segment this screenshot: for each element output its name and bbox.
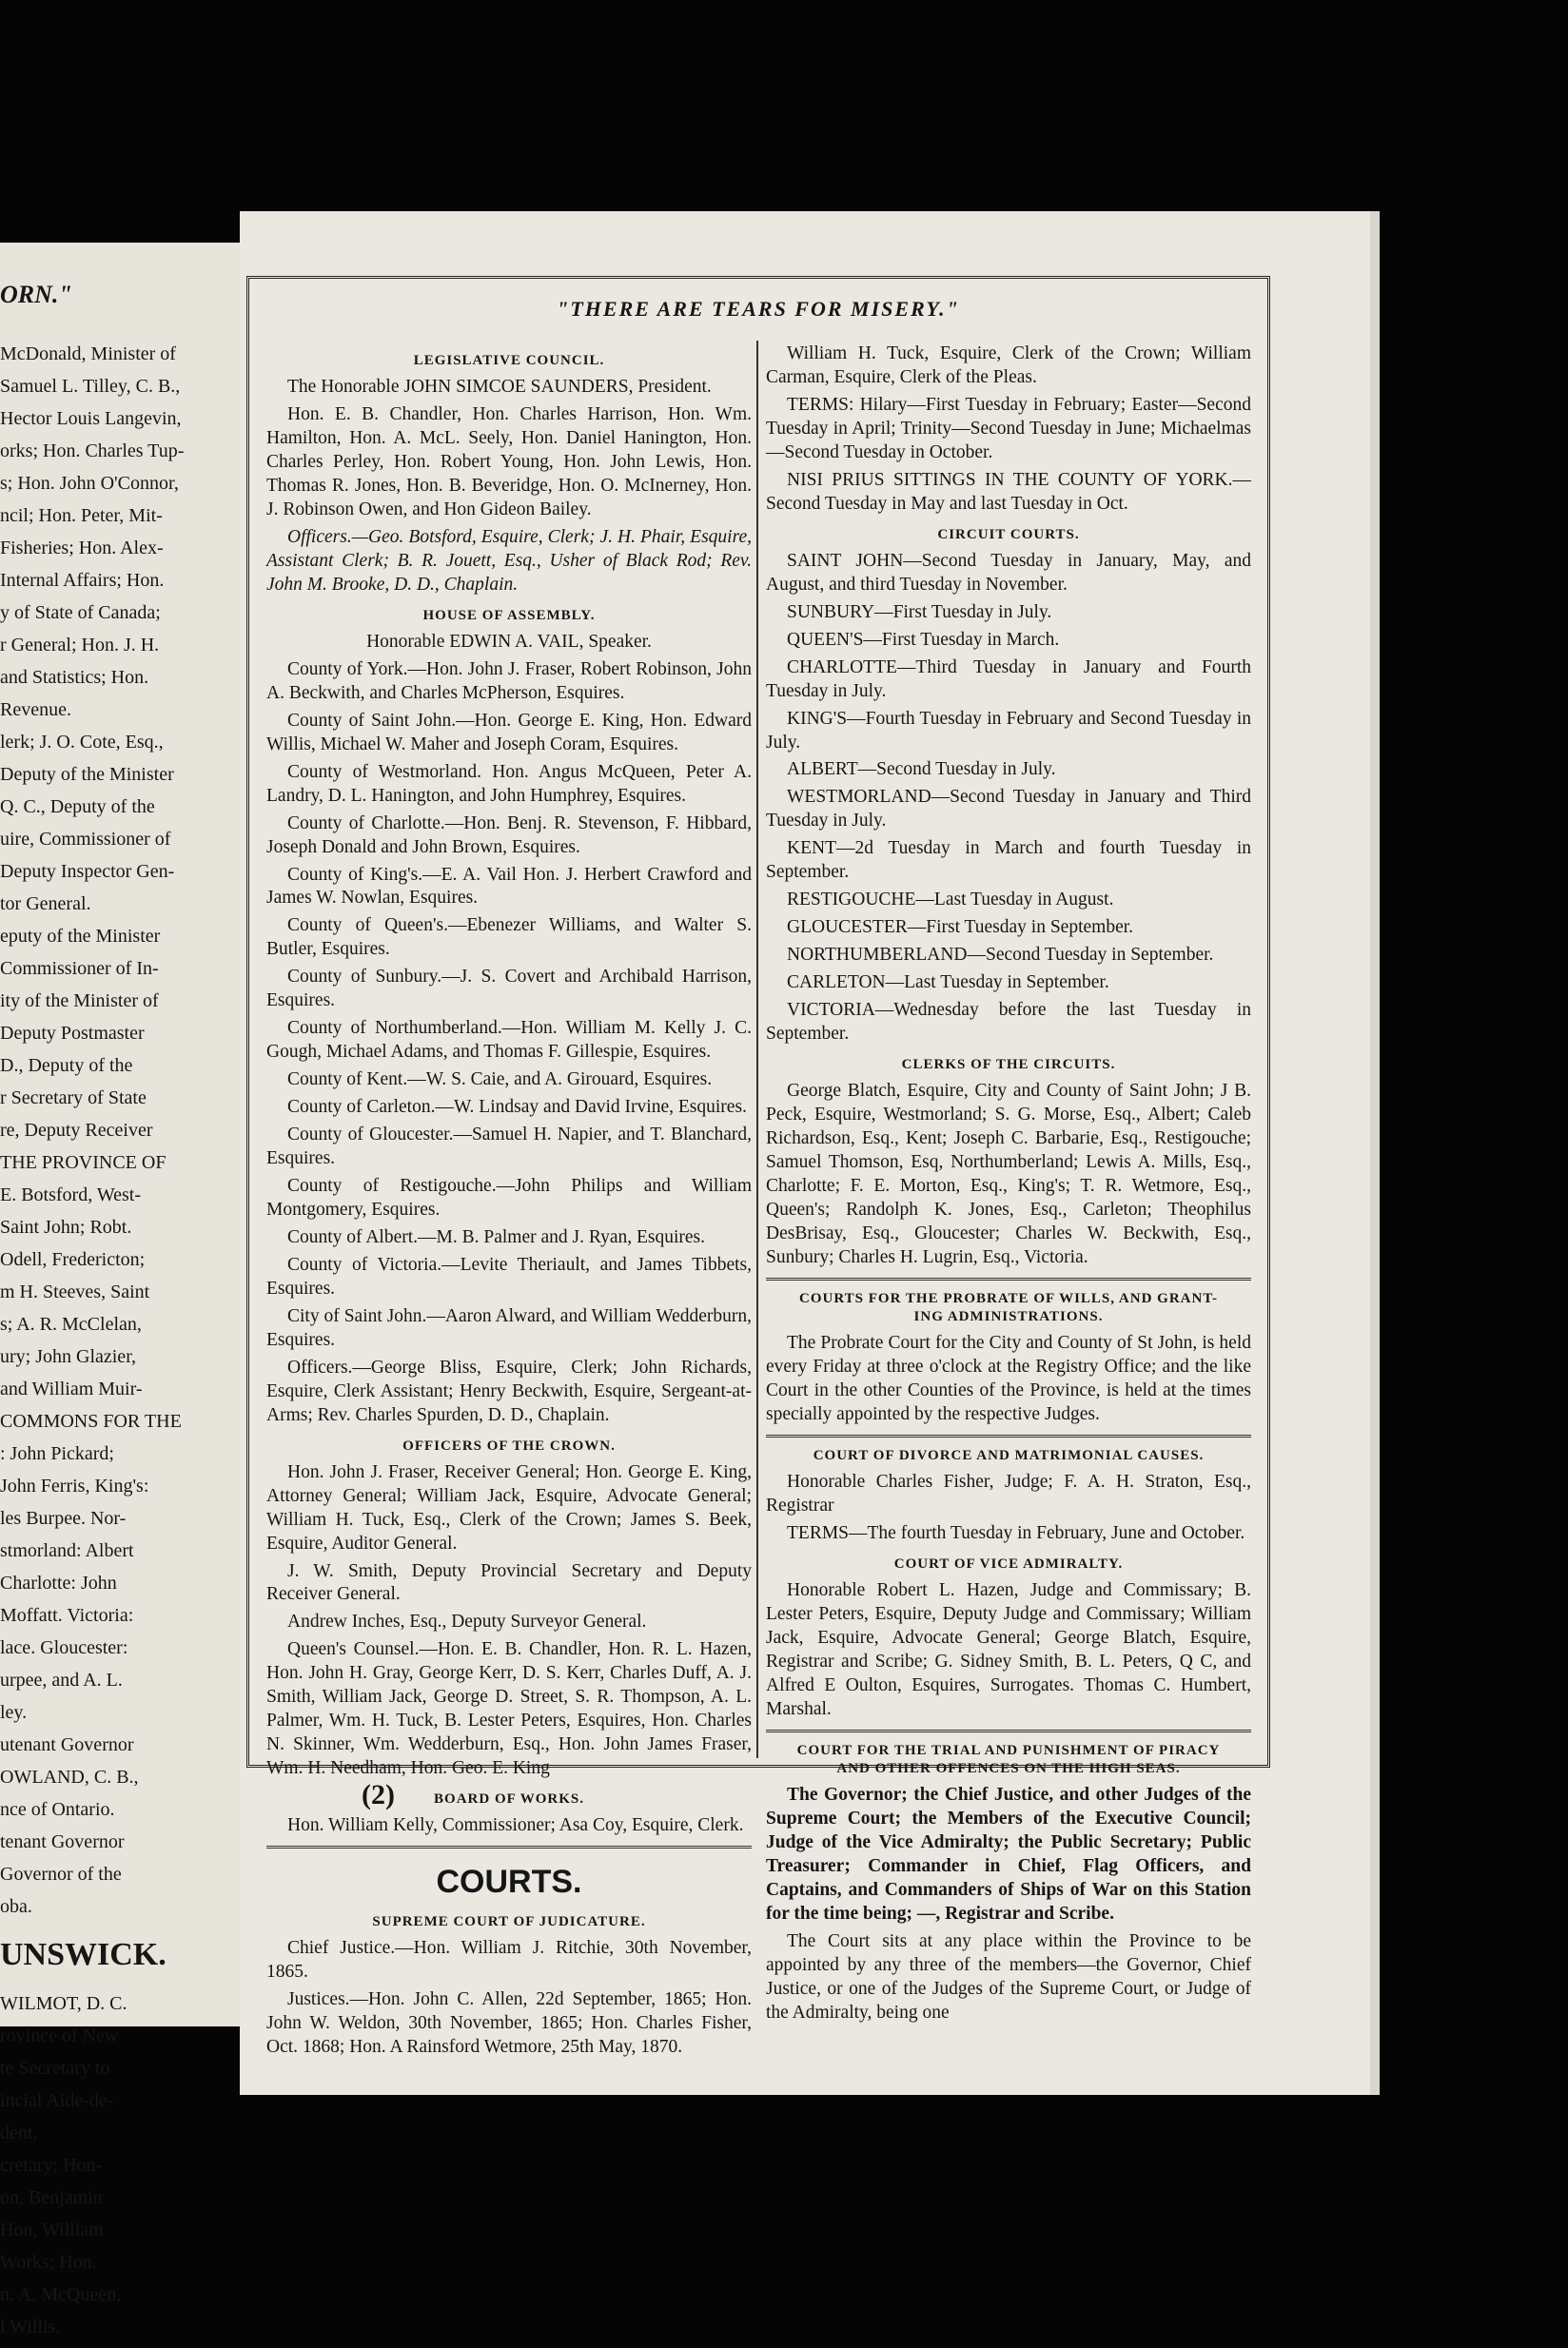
clerks-crown: William H. Tuck, Esquire, Clerk of the Crown; William Carman, Esquire, Clerk of the Pleas.: [766, 343, 1251, 387]
county-entry: County of Victoria.—Levite Theriault, and James Tibbets, Esquires.: [266, 1254, 752, 1299]
page-edge: [1370, 211, 1380, 2095]
divorce-heading: COURT OF DIVORCE AND MATRIMONIAL CAUSES.: [813, 1447, 1205, 1463]
facing-line: n. A. McQueen,: [0, 2284, 122, 2305]
facing-line: Samuel L. Tilley, C. B.,: [0, 376, 181, 397]
facing-line: s; A. R. McClelan,: [0, 1314, 142, 1335]
county-entry: County of Charlotte.—Hon. Benj. R. Stevenson, F. Hibbard, Joseph Donald and John Brown, Esquires.: [266, 812, 752, 857]
facing-line: oba.: [0, 1896, 32, 1917]
clerks-circuits-heading: CLERKS OF THE CIRCUITS.: [901, 1056, 1116, 1072]
vice-admiralty: Honorable Robert L. Hazen, Judge and Commissary; B. Lester Peters, Esquire, Deputy Judge and Commissary; William Jack, Esquire, Advocate General; George Blatch, Esquire, Registrar and Scribe; G. Sidney Smith, B. L. Peters, Q C, and Alfred E Oulton, Esquires, Surrogates. Thomas C. Humbert, Marshal.: [766, 1580, 1251, 1719]
facing-line: tor General.: [0, 893, 91, 914]
facing-line: utenant Governor: [0, 1734, 134, 1755]
county-entry: County of Northumberland.—Hon. William M. Kelly J. C. Gough, Michael Adams, and Thomas F. Gillespie, Esquires.: [266, 1018, 752, 1063]
facing-line: ity of the Minister of: [0, 990, 159, 1011]
supreme-court-heading: SUPREME COURT OF JUDICATURE.: [372, 1913, 646, 1929]
section-rule: [766, 1730, 1251, 1732]
county-entry: County of York.—Hon. John J. Fraser, Robert Robinson, John A. Beckwith, and Charles McPherson, Esquires.: [266, 658, 752, 703]
circuit-entry: WESTMORLAND—Second Tuesday in January and Third Tuesday in July.: [766, 787, 1251, 832]
courts-heading: COURTS.: [436, 1864, 582, 1901]
facing-line: Governor of the: [0, 1864, 122, 1885]
works: Hon. William Kelly, Commissioner; Asa Coy, Esquire, Clerk.: [287, 1815, 744, 1836]
facing-line: D., Deputy of the: [0, 1055, 133, 1076]
crown-heading: OFFICERS OF THE CROWN.: [402, 1438, 616, 1454]
facing-line: te Secretary to: [0, 2058, 110, 2079]
facing-line: stmorland: Albert: [0, 1540, 134, 1561]
facing-line: l Willis.: [0, 2317, 61, 2338]
facing-line: Deputy of the Minister: [0, 764, 174, 785]
works-heading: BOARD OF WORKS.: [434, 1791, 584, 1808]
vice-admiralty-heading: COURT OF VICE ADMIRALTY.: [893, 1556, 1124, 1573]
facing-line: cretary; Hon-: [0, 2155, 103, 2176]
facing-line: Internal Affairs; Hon.: [0, 570, 165, 591]
facing-page: [0, 243, 240, 2338]
county-entry: County of Sunbury.—J. S. Covert and Archibald Harrison, Esquires.: [266, 967, 752, 1011]
facing-line: COMMONS FOR THE: [0, 1411, 182, 1432]
facing-line: Revenue.: [0, 699, 71, 720]
county-list: [266, 658, 752, 1353]
circuit-entry: NORTHUMBERLAND—Second Tuesday in September.: [787, 945, 1214, 966]
county-entry: County of Kent.—W. S. Caie, and A. Girouard, Esquires.: [287, 1069, 713, 1090]
facing-line: E. Botsford, West-: [0, 1184, 142, 1205]
facing-page-text: [0, 342, 238, 2348]
probate-heading-2: ING ADMINISTRATIONS.: [913, 1308, 1104, 1324]
county-entry: County of Westmorland. Hon. Angus McQueen, Peter A. Landry, D. L. Hanington, and John Humphrey, Esquires.: [266, 761, 752, 806]
divorce-terms: TERMS—The fourth Tuesday in February, June and October.: [787, 1523, 1245, 1544]
facing-line: eputy of the Minister: [0, 926, 161, 947]
facing-line: tenant Governor: [0, 1831, 125, 1852]
county-entry: City of Saint John.—Aaron Alward, and William Wedderburn, Esquires.: [266, 1305, 752, 1350]
facing-line: Charlotte: John: [0, 1573, 117, 1594]
county-entry: County of Gloucester.—Samuel H. Napier, and T. Blanchard, Esquires.: [266, 1125, 752, 1169]
section-rule: [266, 1846, 752, 1849]
facing-line: les Burpee. Nor-: [0, 1508, 127, 1529]
county-entry: County of Restigouche.—John Philips and William Montgomery, Esquires.: [266, 1175, 752, 1220]
president: The Honorable JOHN SIMCOE SAUNDERS, President.: [287, 377, 712, 398]
circuit-entry: QUEEN'S—First Tuesday in March.: [787, 629, 1060, 650]
county-entry: County of King's.—E. A. Vail Hon. J. Herbert Crawford and James W. Nowlan, Esquires.: [266, 864, 752, 909]
column-divider: [756, 341, 758, 1758]
crown-officers-1: Hon. John J. Fraser, Receiver General; Hon. George E. King, Attorney General; William Jack, Esquire, Advocate General; William H. Tuck, Esq., Clerk of the Crown; James S. Beek, Esquire, Auditor General.: [266, 1461, 752, 1554]
section-rule: [766, 1435, 1251, 1438]
right-column: [766, 342, 1251, 2029]
facing-line: Odell, Fredericton;: [0, 1249, 146, 1270]
facing-line: Fisheries; Hon. Alex-: [0, 538, 164, 558]
facing-line: uire, Commissioner of: [0, 829, 171, 850]
probate-heading-1: COURTS FOR THE PROBRATE OF WILLS, AND GRANT-: [799, 1290, 1218, 1306]
facing-heading: UNSWICK.: [0, 1937, 167, 1972]
crown-officers-3: Andrew Inches, Esq., Deputy Surveyor General.: [287, 1612, 647, 1633]
facing-line: on, Benjamin: [0, 2187, 103, 2208]
facing-line: THE PROVINCE OF: [0, 1152, 167, 1173]
facing-line: ury; John Glazier,: [0, 1346, 137, 1367]
facing-line: Deputy Postmaster: [0, 1023, 145, 1044]
piracy-heading-1: COURT FOR THE TRIAL AND PUNISHMENT OF PIRACY: [796, 1742, 1221, 1758]
circuit-entry: GLOUCESTER—First Tuesday in September.: [787, 917, 1134, 938]
circuit-entry: KENT—2d Tuesday in March and fourth Tuesday in September.: [766, 838, 1251, 883]
circuit-entry: CHARLOTTE—Third Tuesday in January and Fourth Tuesday in July.: [766, 656, 1251, 701]
probate: The Probrate Court for the City and County of St John, is held every Friday at three o'clock at the Registry Office; and the like Court in the other Counties of the Province, is held at the times specially appointed by the respective Judges.: [766, 1333, 1251, 1425]
facing-line: r Secretary of State: [0, 1087, 147, 1108]
facing-line: ley.: [0, 1702, 28, 1723]
circuit-entry: ALBERT—Second Tuesday in July.: [787, 759, 1056, 780]
facing-line: re, Deputy Receiver: [0, 1120, 153, 1141]
facing-line: rovince of New: [0, 2025, 119, 2046]
piracy-heading-2: AND OTHER OFFENCES ON THE HIGH SEAS.: [836, 1761, 1181, 1777]
facing-line: dent,: [0, 2123, 38, 2143]
facing-line: urpee, and A. L.: [0, 1670, 123, 1691]
circuit-list: [766, 550, 1251, 1047]
page-number: (2): [362, 1779, 395, 1810]
assembly-heading: HOUSE OF ASSEMBLY.: [422, 607, 596, 623]
facing-line: ncil; Hon. Peter, Mit-: [0, 505, 163, 526]
left-column: [266, 342, 752, 2064]
lc-officers: Officers.—Geo. Botsford, Esquire, Clerk; J. H. Phair, Esquire, Assistant Clerk; B. R. Jouett, Esq., Usher of Black Rod; Rev. John M. Brooke, D. D., Chaplain.: [266, 526, 752, 595]
facing-line: y of State of Canada;: [0, 602, 161, 623]
facing-line: lace. Gloucester:: [0, 1637, 128, 1658]
facing-line: John Ferris, King's:: [0, 1476, 149, 1497]
circuit-entry: SAINT JOHN—Second Tuesday in January, May, and August, and third Tuesday in November.: [766, 550, 1251, 595]
facing-line: Hon, William: [0, 2220, 104, 2240]
chief-justice: Chief Justice.—Hon. William J. Ritchie, 30th November, 1865.: [266, 1937, 752, 1982]
facing-line: and William Muir-: [0, 1379, 143, 1399]
facing-line: Commissioner of In-: [0, 958, 159, 979]
circuit-entry: KING'S—Fourth Tuesday in February and Second Tuesday in July.: [766, 708, 1251, 753]
circuit-entry: RESTIGOUCHE—Last Tuesday in August.: [787, 890, 1114, 910]
facing-line: orks; Hon. Charles Tup-: [0, 440, 185, 461]
facing-line: : John Pickard;: [0, 1443, 114, 1464]
piracy-2: The Court sits at any place within the Province to be appointed by any three of the members—the Governor, Chief Justice, or one of the Judges of the Supreme Court, or Judge of the Admiralty, being one: [766, 1931, 1251, 2023]
facing-line: Q. C., Deputy of the: [0, 796, 155, 817]
facing-line: OWLAND, C. B.,: [0, 1767, 139, 1788]
circuit-heading: CIRCUIT COURTS.: [937, 526, 1080, 542]
facing-line: Saint John; Robt.: [0, 1217, 132, 1238]
facing-line: WILMOT, D. C.: [0, 1993, 127, 2014]
facing-line: m H. Steeves, Saint: [0, 1282, 150, 1302]
facing-line: s; Hon. John O'Connor,: [0, 473, 179, 494]
facing-line: incial Aide-de-: [0, 2090, 114, 2111]
facing-line: Works; Hon.: [0, 2252, 97, 2273]
running-head: "THERE ARE TEARS FOR MISERY.": [557, 297, 960, 321]
facing-page-header: ORN.": [0, 281, 72, 308]
lc-members: Hon. E. B. Chandler, Hon. Charles Harrison, Hon. Wm. Hamilton, Hon. A. McL. Seely, Hon. Daniel Hanington, Hon. Charles Perley, Hon. Robert Young, Hon. John Lewis, Hon. Thomas R. Jones, Hon. B. Beveridge, Hon. O. McInerney, Hon. J. Robinson Owen, and Hon Gideon Bailey.: [266, 404, 752, 519]
queens-counsel: Queen's Counsel.—Hon. E. B. Chandler, Hon. R. L. Hazen, Hon. John H. Gray, George Kerr, D. S. Kerr, Charles Duff, A. J. Smith, William Jack, George D. Street, S. R. Thompson, A. L. Palmer, Wm. H. Tuck, B. Lester Peters, Esquires, Hon. Charles N. Skinner, Wm. Wedderburn, Esq., Hon. John James Fraser, Wm. H. Needham, Hon. Geo. E. King: [266, 1639, 752, 1779]
county-entry: County of Albert.—M. B. Palmer and J. Ryan, Esquires.: [287, 1226, 706, 1247]
circuit-entry: CARLETON—Last Tuesday in September.: [787, 972, 1109, 993]
circuit-entry: SUNBURY—First Tuesday in July.: [787, 601, 1052, 622]
facing-line: lerk; J. O. Cote, Esq.,: [0, 732, 164, 753]
divorce: Honorable Charles Fisher, Judge; F. A. H. Straton, Esq., Registrar: [766, 1472, 1251, 1516]
facing-line: Hector Louis Langevin,: [0, 408, 182, 429]
clerks-circuits: George Blatch, Esquire, City and County of Saint John; J B. Peck, Esquire, Westmorland; S. G. Morse, Esq., Albert; Caleb Richardson, Esq., Kent; Joseph C. Barbarie, Esq., Restigouche; Samuel Thomson, Esq, Northumberland; Lewis A. Mills, Esq., Charlotte; F. E. Morton, Esq., King's; T. R. Wetmore, Esq., Queen's; Randolph K. Jones, Esq., Carleton; Theophilus DesBrisay, Esq., Gloucester; Charles W. Beckwith, Esq., Sunbury; Charles H. Lugrin, Esq., Victoria.: [766, 1081, 1251, 1267]
facing-line: r General; Hon. J. H.: [0, 635, 160, 655]
terms: TERMS: Hilary—First Tuesday in February; Easter—Second Tuesday in April; Trinity—Second Tuesday in June; Michaelmas—Second Tuesday in October.: [766, 394, 1251, 462]
nisi-prius: NISI PRIUS SITTINGS IN THE COUNTY OF YORK.—Second Tuesday in May and last Tuesday in Oct.: [766, 469, 1251, 514]
justices: Justices.—Hon. John C. Allen, 22d September, 1865; Hon. John W. Weldon, 30th November, 1865; Hon. Charles Fisher, Oct. 1868; Hon. A Rainsford Wetmore, 25th May, 1870.: [266, 1988, 752, 2057]
county-entry: County of Carleton.—W. Lindsay and David Irvine, Esquires.: [287, 1097, 747, 1118]
circuit-entry: VICTORIA—Wednesday before the last Tuesday in September.: [766, 1000, 1251, 1045]
county-entry: County of Queen's.—Ebenezer Williams, and Walter S. Butler, Esquires.: [266, 915, 752, 960]
facing-line: and Statistics; Hon.: [0, 667, 149, 688]
legislative-council-heading: LEGISLATIVE COUNCIL.: [413, 353, 605, 368]
speaker: Honorable EDWIN A. VAIL, Speaker.: [366, 631, 652, 652]
facing-line: McDonald, Minister of: [0, 343, 176, 364]
assembly-officers: Officers.—George Bliss, Esquire, Clerk; John Richards, Esquire, Clerk Assistant; Henry Beckwith, Esquire, Sergeant-at-Arms; Rev. Charles Spurden, D. D., Chaplain.: [266, 1357, 752, 1425]
facing-line: nce of Ontario.: [0, 1799, 115, 1820]
section-rule: [766, 1278, 1251, 1281]
facing-line: Deputy Inspector Gen-: [0, 861, 175, 882]
piracy-1: The Governor; the Chief Justice, and other Judges of the Supreme Court; the Members of the Executive Council; Judge of the Vice Admiralty; the Public Secretary; Public Treasurer; Commander in Chief, Flag Officers, and Captains, and Commanders of Ships of War on this Station for the time being; —, Registrar and Scribe.: [766, 1785, 1251, 1925]
facing-line: Moffatt. Victoria:: [0, 1605, 134, 1626]
crown-officers-2: J. W. Smith, Deputy Provincial Secretary and Deputy Receiver General.: [266, 1560, 752, 1605]
county-entry: County of Saint John.—Hon. George E. King, Hon. Edward Willis, Michael W. Maher and Joseph Coram, Esquires.: [266, 710, 752, 754]
